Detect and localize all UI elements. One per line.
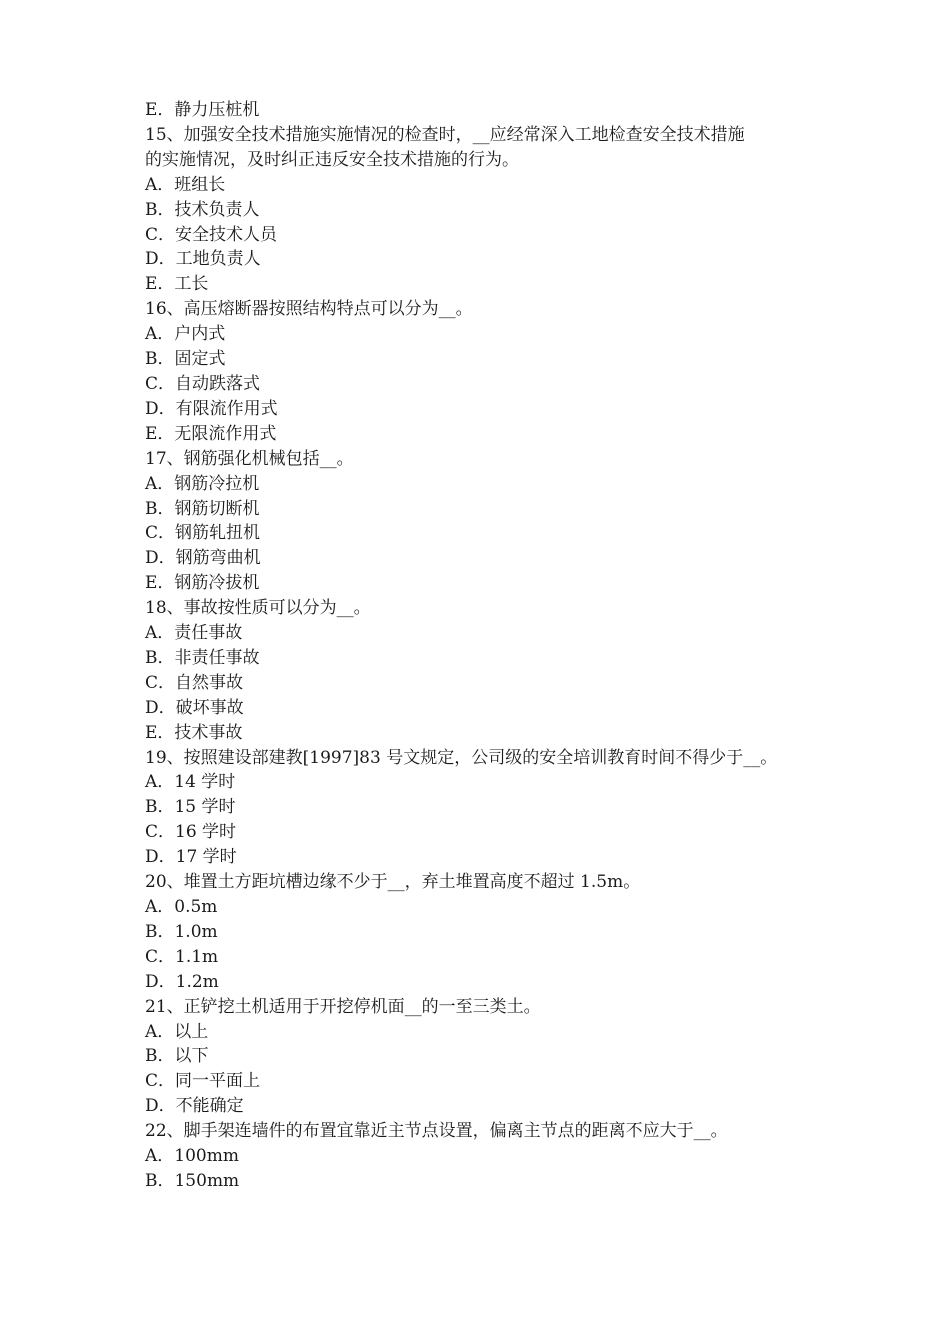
- answer-option: A．14 学时: [145, 772, 236, 793]
- answer-option: A．0.5m: [145, 897, 218, 917]
- answer-option: A．责任事故: [145, 623, 243, 644]
- question-text: 22、脚手架连墙件的布置宜靠近主节点设置，偏离主节点的距离不应大于__。: [145, 1121, 728, 1142]
- answer-option: A．班组长: [145, 174, 226, 195]
- answer-option: E．无限流作用式: [145, 423, 277, 444]
- answer-option: D．钢筋弯曲机: [145, 548, 261, 569]
- answer-option: C．16 学时: [145, 822, 237, 843]
- answer-option: A．以上: [145, 1021, 209, 1042]
- document-page: [145, 98, 815, 1194]
- answer-option: A．钢筋冷拉机: [145, 473, 260, 494]
- answer-option: C．1.1m: [145, 946, 219, 967]
- question-text: 20、堆置土方距坑槽边缘不少于__，弃土堆置高度不超过 1.5m。: [145, 872, 641, 893]
- answer-option: B．技术负责人: [145, 199, 260, 220]
- answer-option: E．钢筋冷拔机: [145, 573, 260, 594]
- answer-option: C．自动跌落式: [145, 373, 261, 394]
- answer-option: C．同一平面上: [145, 1071, 261, 1092]
- answer-option: B．以下: [145, 1046, 209, 1067]
- answer-option: D．有限流作用式: [145, 398, 278, 419]
- answer-option: B．非责任事故: [145, 647, 260, 668]
- answer-option: E．工长: [145, 274, 209, 295]
- answer-option: A．户内式: [145, 324, 226, 345]
- answer-option: D．不能确定: [145, 1096, 244, 1117]
- answer-option: B．1.0m: [145, 921, 218, 942]
- question-text: 16、高压熔断器按照结构特点可以分为__。: [145, 299, 473, 320]
- answer-option: E．静力压桩机: [145, 100, 260, 120]
- answer-option: D．17 学时: [145, 847, 237, 868]
- answer-option: A．100mm: [145, 1146, 239, 1167]
- answer-option: B．固定式: [145, 349, 226, 370]
- answer-option: B．15 学时: [145, 797, 236, 818]
- answer-option: C．钢筋轧扭机: [145, 523, 261, 544]
- question-text: 21、正铲挖土机适用于开挖停机面__的一至三类土。: [145, 996, 541, 1017]
- question-text: 19、按照建设部建教[1997]83 号文规定，公司级的安全培训教育时间不得少于__。: [145, 747, 778, 768]
- question-text: 18、事故按性质可以分为__。: [145, 598, 371, 619]
- answer-option: C．自然事故: [145, 672, 244, 693]
- answer-option: B．钢筋切断机: [145, 498, 260, 519]
- question-text: 15、加强安全技术措施实施情况的检查时，__应经常深入工地检查安全技术措施: [145, 124, 745, 145]
- answer-option: D．工地负责人: [145, 249, 261, 270]
- question-text-continued: 的实施情况，及时纠正违反安全技术措施的行为。: [145, 149, 519, 170]
- answer-option: D．破坏事故: [145, 697, 244, 718]
- answer-option: D．1.2m: [145, 971, 219, 992]
- answer-option: E．技术事故: [145, 722, 243, 743]
- answer-option: C．安全技术人员: [145, 224, 278, 245]
- question-text: 17、钢筋强化机械包括__。: [145, 448, 354, 469]
- answer-option: B．150mm: [145, 1170, 240, 1191]
